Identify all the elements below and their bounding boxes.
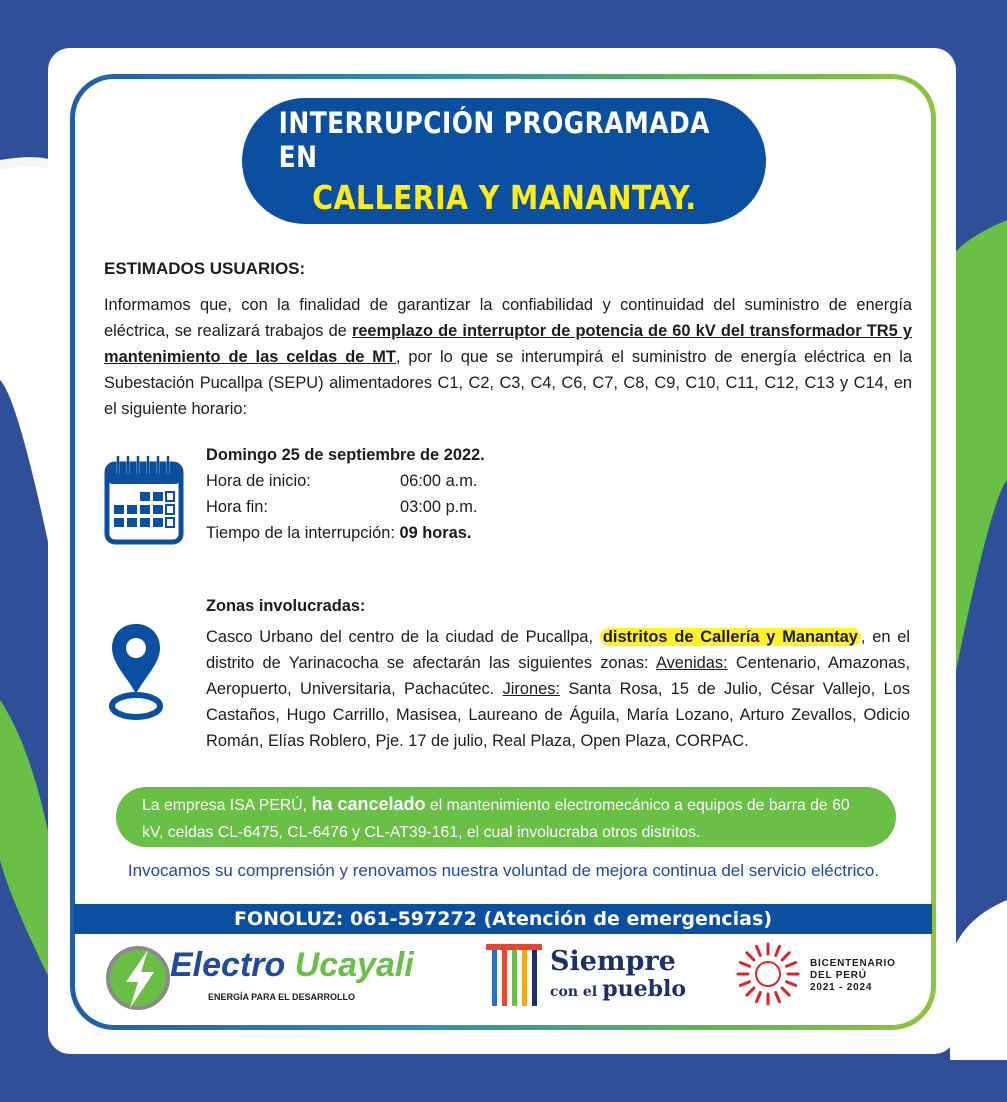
- zones-highlight: distritos de Callería y Manantay: [600, 628, 861, 646]
- greeting: ESTIMADOS USUARIOS:: [104, 259, 306, 278]
- lightning-bolt-icon: [104, 940, 170, 1016]
- emergency-phone-bar: FONOLUZ: 061-597272 (Atención de emergencias): [74, 904, 932, 934]
- con-el-pueblo-word: con el pueblo: [550, 976, 687, 1002]
- cancellation-notice: [116, 787, 896, 847]
- electro-ucayali-tagline: ENERGÍA PARA EL DESARROLLO: [208, 992, 356, 1002]
- calendar-icon: [104, 452, 184, 546]
- siempre-word: Siempre: [550, 946, 676, 977]
- intro-text-2: , por lo que se interumpirá el suministro de energía eléctrica en la Subestación Pucallpa (SEPU) alimentadores C1, C2, C3, C4, C6, C7, C8, C9, C10, C11, C12, C13 y C14, en el siguiente horario:: [104, 348, 912, 418]
- title-banner: [242, 98, 766, 224]
- avenidas-list: Centenario, Amazonas, Aeropuerto, Universitaria, Pachacútec.: [206, 654, 910, 698]
- start-value: 06:00 a.m.: [400, 472, 478, 490]
- bicentenario-logo: [734, 940, 914, 1010]
- zones-text-1: Casco Urbano del centro de la ciudad de Pucallpa,: [206, 628, 600, 646]
- siempre-con-el-pueblo-logo: [484, 940, 687, 1010]
- notice-text-2: el mantenimiento electromecánico a equipos de barra de 60 kV, celdas CL-6475, CL-6476 y CL-AT39-161, el cual involucraba otros distritos.: [142, 797, 850, 841]
- zones-text-2: , en el distrito de Yarinacocha se afectarán las siguientes zonas:: [206, 628, 911, 672]
- title-line-2: CALLERIA Y MANANTAY.: [311, 177, 697, 217]
- schedule-date: Domingo 25 de septiembre de 2022.: [206, 446, 485, 464]
- jirones-label: Jirones:: [502, 680, 560, 698]
- notice-text-1: La empresa ISA PERÚ,: [142, 797, 312, 814]
- title-line-1: INTERRUPCIÓN PROGRAMADA EN: [278, 105, 710, 174]
- start-label: Hora de inicio:: [206, 472, 311, 490]
- closing-message: Invocamos su comprensión y renovamos nuestra voluntad de mejora continua del servicio eléctrico.: [127, 861, 880, 880]
- notice-bold: ha cancelado: [311, 794, 426, 814]
- zones-title: Zonas involucradas:: [206, 597, 366, 615]
- striped-t-icon: [484, 940, 546, 1010]
- intro-bold: reemplazo de interruptor de potencia de 60 kV del transformador TR5 y mantenimiento de las celdas de MT: [104, 322, 912, 366]
- avenidas-label: Avenidas:: [655, 654, 728, 672]
- end-value: 03:00 p.m.: [400, 498, 478, 516]
- zones-paragraph: [206, 624, 910, 754]
- schedule-block: [206, 442, 485, 546]
- end-label: Hora fin:: [206, 498, 268, 516]
- bicentenario-seal-icon: [734, 940, 802, 1008]
- electro-ucayali-logo: [104, 940, 414, 1016]
- bicentenario-text: BICENTENARIO DEL PERÚ 2021 - 2024: [810, 958, 896, 993]
- intro-paragraph: [104, 292, 912, 422]
- duration-value: 09 horas.: [399, 524, 472, 542]
- location-pin-icon: [108, 620, 164, 722]
- intro-text-1: Informamos que, con la finalidad de garantizar la confiabilidad y continuidad del suministro de energía eléctrica, se realizará trabajos de: [104, 296, 912, 340]
- duration-label: Tiempo de la interrupción:: [206, 524, 395, 542]
- electro-ucayali-name: Electro Ucayali: [170, 946, 414, 984]
- jirones-list: Santa Rosa, 15 de Julio, César Vallejo, Los Castaños, Hugo Carrillo, Masisea, Laureano de Águila, María Lozano, Arturo Zevallos, Odicio Román, Elías Roblero, Pje. 17 de julio, Real Plaza, Open Plaza, CORPAC.: [206, 680, 910, 750]
